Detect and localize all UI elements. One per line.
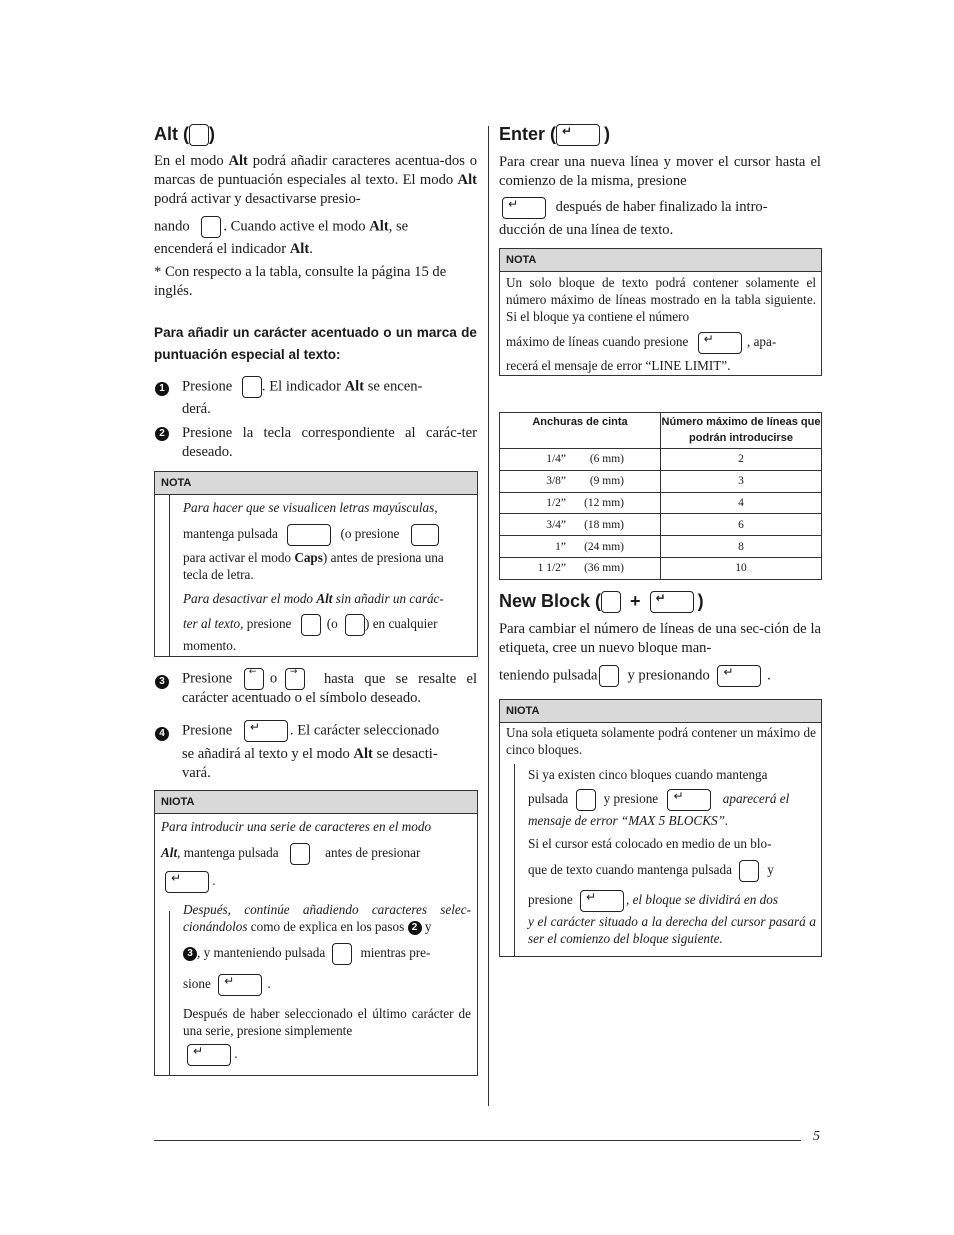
note1-line4 bbox=[183, 590, 471, 607]
enter-note-body bbox=[506, 274, 816, 374]
enter-icon: ↵ bbox=[723, 665, 734, 679]
step-1-c: se encen- bbox=[364, 378, 423, 395]
enter-icon: ↵ bbox=[508, 197, 519, 211]
alt-key-icon bbox=[601, 591, 621, 613]
note1-l2a: mantenga pulsada bbox=[183, 526, 278, 542]
enter-key-icon bbox=[717, 665, 761, 687]
nb-note-line1: Una sola etiqueta solamente podrá contener un máximo de cinco bloques. bbox=[506, 725, 816, 757]
note2-l8: . bbox=[234, 1046, 238, 1062]
enter-intro: Para crear una nueva línea y mover el cursor hasta el comienzo de la misma, presione bbox=[499, 154, 821, 189]
enter-note-l2b: , apa- bbox=[746, 334, 777, 350]
table-row bbox=[500, 536, 822, 558]
alt-intro3-a: encenderá el indicador bbox=[154, 241, 290, 257]
note1-l5b: presione bbox=[243, 616, 292, 632]
step-1-a: Presione bbox=[182, 378, 233, 395]
alt-key-icon bbox=[189, 124, 209, 146]
step-2-text: Presione la tecla correspondiente al carác-ter deseado. bbox=[182, 425, 477, 460]
newblock-heading-text: New Block ( bbox=[499, 591, 602, 611]
alt-key-icon bbox=[201, 216, 221, 238]
note-header: NIOTA bbox=[155, 791, 477, 814]
note1-l2b: (o presione bbox=[340, 526, 400, 542]
step-4-b: . El carácter seleccionado bbox=[289, 722, 440, 739]
step-1-bold: Alt bbox=[344, 378, 365, 395]
step-4-bold: Alt bbox=[353, 746, 373, 762]
nb-note-l7a: presione bbox=[528, 892, 573, 908]
enter-icon: ↵ bbox=[673, 789, 684, 803]
table-cell-lines: 8 bbox=[661, 536, 822, 558]
enter-intro2: después de haber finalizado la intro- bbox=[555, 199, 768, 216]
step-1-cont: derá. bbox=[182, 401, 211, 417]
step-4-line3: vará. bbox=[182, 765, 211, 781]
alt-key-icon bbox=[576, 789, 596, 811]
enter-key-icon bbox=[650, 591, 694, 613]
table-cell-lines: 3 bbox=[661, 470, 822, 492]
table-cell-width bbox=[500, 492, 661, 514]
step-4-line2 bbox=[182, 745, 477, 764]
alt-key-icon bbox=[345, 614, 365, 636]
newblock-intro2-a: teniendo pulsada bbox=[499, 667, 598, 684]
table-row bbox=[500, 449, 822, 471]
nb-note-line3 bbox=[506, 789, 816, 811]
note1-l3a: para activar el modo bbox=[183, 550, 295, 565]
step-2-ref: 2 bbox=[408, 921, 422, 935]
note1-l4b: sin añadir un carác- bbox=[332, 591, 444, 606]
note2-line1: Para introducir una serie de caracteres en el modo bbox=[161, 819, 432, 834]
newblock-intro2-c: . bbox=[767, 667, 771, 684]
step-1-marker: 1 bbox=[155, 382, 169, 396]
note2-line3 bbox=[161, 871, 471, 893]
alt-key-icon bbox=[599, 665, 619, 687]
newblock-plus: + bbox=[630, 591, 641, 611]
nb-note-line2: Si ya existen cinco bloques cuando mantenga bbox=[528, 767, 768, 782]
note1-l4a: Para desactivar el modo bbox=[183, 591, 317, 606]
footer-rule bbox=[154, 1140, 801, 1141]
newblock-heading bbox=[499, 589, 704, 613]
enter-icon: ↵ bbox=[703, 332, 714, 346]
step-4-c-b: se desacti- bbox=[372, 746, 438, 762]
width-mm: (9 mm) bbox=[589, 475, 624, 488]
nb-note-l7b: , el bloque se dividirá en dos bbox=[625, 892, 778, 908]
newblock-heading-close: ) bbox=[697, 591, 704, 611]
enter-icon: ↵ bbox=[562, 124, 573, 139]
alt-intro3-bold: Alt bbox=[289, 241, 310, 257]
nb-note-line8: y el carácter situado a la derecha del cursor pasará a ser el comienzo del bloque siguiente. bbox=[528, 914, 816, 946]
note2-l4c: y bbox=[421, 919, 432, 934]
note1-l5a: ter al texto, bbox=[183, 616, 244, 632]
enter-icon: ↵ bbox=[193, 1044, 204, 1058]
width-mm: (18 mm) bbox=[584, 518, 624, 531]
enter-note-line2 bbox=[506, 332, 816, 354]
alt-intro-bold1: Alt bbox=[228, 153, 248, 169]
table-cell-width bbox=[500, 449, 661, 471]
nb-note-l3a: pulsada bbox=[528, 791, 569, 807]
nb-note-l3c: aparecerá el bbox=[722, 791, 790, 807]
alt-intro2-b: . Cuando active el modo bbox=[223, 218, 370, 235]
width-inch: 1” bbox=[555, 540, 566, 553]
enter-key-icon bbox=[165, 871, 209, 893]
alt-heading bbox=[154, 122, 215, 146]
enter-key-icon bbox=[244, 720, 288, 742]
alt-intro2-c: , se bbox=[388, 218, 409, 235]
table-cell-lines: 10 bbox=[661, 557, 822, 579]
nb-note-line7 bbox=[506, 890, 816, 912]
step-4-marker: 4 bbox=[155, 727, 169, 741]
enter-key-icon bbox=[556, 124, 600, 146]
note-divider bbox=[169, 495, 170, 656]
enter-key-icon bbox=[218, 974, 262, 996]
enter-heading bbox=[499, 122, 610, 146]
alt-intro-line3 bbox=[154, 240, 477, 259]
step-3-a: Presione bbox=[182, 670, 233, 687]
note1-l5c: (o bbox=[326, 616, 338, 632]
newblock-intro-line2 bbox=[499, 665, 821, 687]
shift-key-icon bbox=[287, 524, 331, 546]
note1-line2 bbox=[183, 524, 471, 546]
note-box-caps bbox=[154, 471, 478, 657]
note2-line7: Después de haber seleccionado el último carácter de una serie, presione simplemente bbox=[183, 1006, 471, 1038]
note-box-series bbox=[154, 790, 478, 1076]
table-cell-lines: 6 bbox=[661, 514, 822, 536]
column-separator bbox=[488, 126, 489, 1106]
nb-note-line4: mensaje de error “MAX 5 BLOCKS”. bbox=[528, 813, 729, 828]
note2-l5b: mientras pre- bbox=[360, 945, 431, 961]
enter-note-line3: recerá el mensaje de error “LINE LIMIT”. bbox=[506, 358, 731, 373]
cursor-left-icon: ← bbox=[248, 667, 257, 677]
alt-key-icon bbox=[332, 943, 352, 965]
enter-intro-line3: ducción de una línea de texto. bbox=[499, 222, 674, 238]
newblock-note-body bbox=[506, 724, 816, 947]
note-body bbox=[183, 499, 471, 654]
enter-icon: ↵ bbox=[655, 591, 666, 606]
enter-icon: ↵ bbox=[171, 871, 182, 885]
nb-note-l6b: y bbox=[767, 862, 774, 878]
alt-subheading: Para añadir un carácter acentuado o un marca de puntuación especial al texto: bbox=[154, 325, 477, 362]
caps-key-icon bbox=[411, 524, 439, 546]
note1-l3b: ) antes de presiona una tecla de letra. bbox=[183, 550, 444, 582]
alt-intro-bold2: Alt bbox=[457, 172, 477, 188]
width-inch: 3/8” bbox=[546, 475, 566, 488]
alt-intro-b: podrá añadir caracteres acentua-dos o marcas de puntuación especiales al texto. El modo bbox=[154, 153, 477, 188]
alt-key-icon bbox=[242, 376, 262, 398]
nb-note-line5: Si el cursor está colocado en medio de un blo- bbox=[528, 836, 772, 851]
note2-line4 bbox=[161, 901, 471, 935]
cursor-right-icon: → bbox=[289, 667, 298, 677]
alt-footnote: * Con respecto a la tabla, consulte la página 15 de inglés. bbox=[154, 264, 447, 299]
step-4-c-a: se añadirá al texto y el modo bbox=[182, 746, 354, 762]
enter-note-l2a: máximo de líneas cuando presione bbox=[506, 334, 689, 350]
table-row bbox=[500, 492, 822, 514]
note1-line3 bbox=[183, 549, 471, 583]
enter-icon: ↵ bbox=[585, 890, 597, 904]
enter-icon: ↵ bbox=[249, 720, 260, 734]
table-cell-width bbox=[500, 557, 661, 579]
newblock-intro2-b: y presionando bbox=[627, 667, 710, 684]
width-inch: 1/2” bbox=[546, 496, 566, 509]
enter-key-icon bbox=[580, 890, 624, 912]
note2-line5 bbox=[161, 943, 471, 965]
step-3-ref: 3 bbox=[183, 947, 197, 961]
enter-heading-text: Enter ( bbox=[499, 124, 557, 144]
width-mm: (12 mm) bbox=[584, 496, 624, 509]
step-3-text: hasta que se resalte el carácter acentuado o el símbolo deseado. bbox=[182, 671, 477, 706]
step-3-or: o bbox=[269, 670, 278, 687]
alt-heading-close: ) bbox=[209, 124, 215, 144]
table-cell-lines: 2 bbox=[661, 449, 822, 471]
width-mm: (36 mm) bbox=[584, 562, 624, 575]
note2-l5a: , y manteniendo pulsada bbox=[197, 945, 326, 961]
alt-intro3-b: . bbox=[309, 241, 313, 257]
step-2-marker: 2 bbox=[155, 427, 169, 441]
enter-icon: ↵ bbox=[224, 974, 235, 988]
width-inch: 1/4” bbox=[546, 453, 566, 466]
alt-intro-a: En el modo bbox=[154, 153, 229, 169]
note1-line5 bbox=[183, 614, 471, 636]
note1-l5d: ) en cualquier bbox=[365, 616, 438, 632]
table-cell-width bbox=[500, 470, 661, 492]
enter-key-icon bbox=[502, 197, 546, 219]
width-mm: (24 mm) bbox=[584, 540, 624, 553]
nb-note-l3b: y presione bbox=[603, 791, 659, 807]
enter-heading-close: ) bbox=[604, 124, 611, 144]
step-1-b: . El indicador bbox=[261, 378, 345, 395]
table-header-width: Anchuras de cinta bbox=[500, 413, 661, 449]
note2-alt: Alt bbox=[161, 845, 178, 861]
note2-l6b: . bbox=[267, 976, 271, 992]
note2-l2b: antes de presionar bbox=[325, 845, 421, 861]
step-4-a: Presione bbox=[182, 722, 233, 739]
note2-l2a: , mantenga pulsada bbox=[177, 845, 279, 861]
step-4-line1 bbox=[182, 720, 477, 742]
note-header: NOTA bbox=[500, 249, 821, 272]
note1-alt: Alt bbox=[316, 591, 333, 606]
enter-note-line1: Un solo bloque de texto podrá contener solamente el número máximo de líneas mostrado en la tabla siguiente. Si el bloque ya contiene el número bbox=[506, 275, 816, 324]
note2-l3dot: . bbox=[212, 873, 216, 889]
enter-key-icon bbox=[698, 332, 742, 354]
table-cell-lines: 4 bbox=[661, 492, 822, 514]
enter-key-icon bbox=[667, 789, 711, 811]
note2-l6a: sione bbox=[183, 976, 211, 992]
table-row bbox=[500, 470, 822, 492]
note2-line8 bbox=[161, 1044, 471, 1066]
page-number: 5 bbox=[813, 1129, 820, 1144]
note2-l4b: como de explica en los pasos bbox=[247, 919, 408, 934]
note-box-line-limit bbox=[499, 248, 822, 376]
alt-intro2-a: nando bbox=[154, 218, 190, 235]
alt-heading-text: Alt ( bbox=[154, 124, 189, 144]
note1-caps: Caps bbox=[294, 550, 323, 565]
table-header-row bbox=[500, 413, 822, 449]
alt-key-icon bbox=[739, 860, 759, 882]
table-cell-width bbox=[500, 514, 661, 536]
table-row bbox=[500, 514, 822, 536]
note2-line2 bbox=[161, 843, 471, 865]
note2-line6 bbox=[161, 974, 471, 996]
note1-line6: momento. bbox=[183, 638, 237, 653]
note-header: NOTA bbox=[155, 472, 477, 495]
tape-width-table bbox=[499, 412, 822, 580]
table-row bbox=[500, 557, 822, 579]
alt-key-icon bbox=[290, 843, 310, 865]
alt-intro bbox=[154, 152, 477, 209]
enter-key-icon bbox=[187, 1044, 231, 1066]
nb-note-line6 bbox=[506, 860, 816, 882]
alt-intro-c: podrá activar y desactivarse presio- bbox=[154, 191, 361, 207]
alt-intro-line2 bbox=[154, 216, 477, 238]
table-header-lines: Número máximo de líneas que podrán introducirse bbox=[661, 413, 822, 449]
alt-key-icon bbox=[301, 614, 321, 636]
width-mm: (6 mm) bbox=[589, 453, 624, 466]
nb-note-l6a: que de texto cuando mantenga pulsada bbox=[528, 862, 732, 878]
width-inch: 3/4” bbox=[546, 518, 566, 531]
newblock-intro: Para cambiar el número de líneas de una sec-ción de la etiqueta, cree un nuevo bloque man- bbox=[499, 621, 821, 656]
note-box-max-blocks bbox=[499, 699, 822, 957]
note2-l4a: Después, continúe añadiendo caracteres selec-cionándolos bbox=[183, 902, 471, 934]
enter-intro-line2 bbox=[499, 197, 821, 219]
width-inch: 1 1/2” bbox=[537, 562, 566, 575]
note-header: NIOTA bbox=[500, 700, 821, 723]
note1-line1: Para hacer que se visualicen letras mayúsculas, bbox=[183, 500, 438, 515]
step-1-text bbox=[182, 376, 477, 398]
alt-intro2-bold: Alt bbox=[369, 218, 389, 235]
note2-body bbox=[161, 818, 471, 1066]
table-cell-width bbox=[500, 536, 661, 558]
step-3-marker: 3 bbox=[155, 675, 169, 689]
